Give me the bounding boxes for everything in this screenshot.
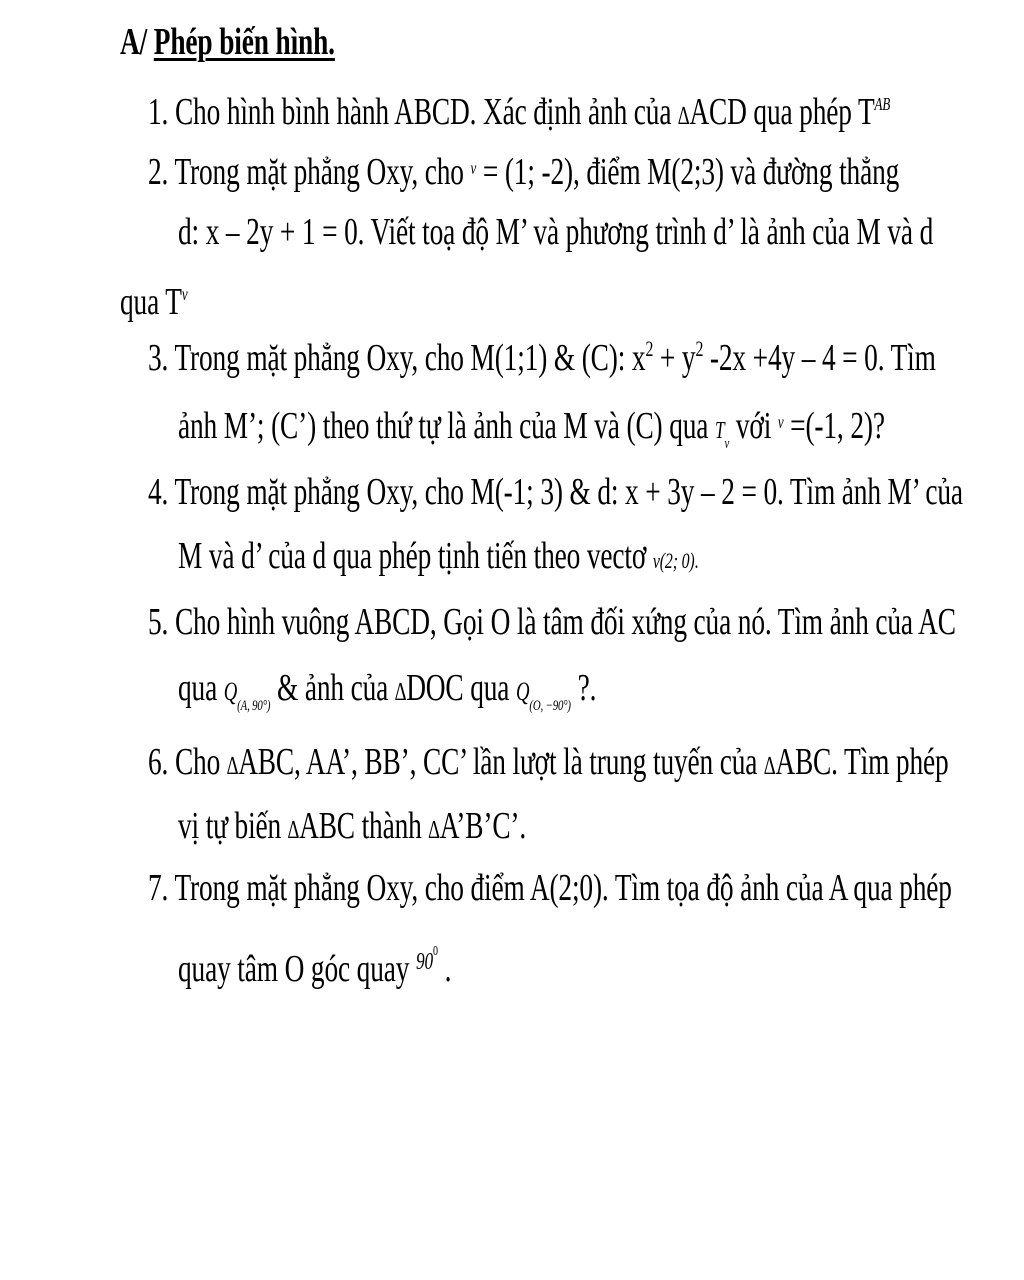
item-text: + y: [653, 337, 696, 379]
item-text: ABC. Tìm phép: [775, 741, 949, 783]
triangle-symbol: ∆: [394, 677, 407, 706]
vector-v: v: [470, 158, 477, 178]
vector-v: v: [724, 436, 730, 452]
item-text: Trong mặt phẳng Oxy, cho: [174, 151, 464, 193]
rotation-subscript: (A, 90°): [237, 698, 271, 714]
item-number: 7.: [148, 867, 169, 909]
item-text: Cho: [174, 741, 221, 783]
heading-prefix: A/: [120, 21, 148, 63]
item-text: ABC, AA’, BB’, CC’ lần lượt là trung tuyến của: [238, 741, 758, 783]
item-text: A’B’C’.: [439, 805, 527, 847]
period: .: [694, 548, 699, 573]
exponent: 2: [645, 336, 654, 361]
item-text: M và d’ của d qua phép tịnh tiến theo vectơ: [178, 535, 647, 577]
item-text: qua: [178, 667, 218, 709]
item-text: -2x +4y – 4 = 0. Tìm: [703, 337, 936, 379]
item-text: Cho hình bình hành ABCD. Xác định ảnh của: [174, 91, 672, 133]
item-number: 4.: [148, 471, 169, 513]
item-3-line-1: [148, 336, 936, 380]
heading-title: Phép biến hình.: [153, 21, 335, 63]
item-text: Trong mặt phẳng Oxy, cho điểm A(2;0). Tìm tọa độ ảnh của A qua phép: [174, 867, 952, 909]
item-1: [148, 82, 890, 138]
item-text: ABC thành: [299, 805, 422, 847]
item-5-line-2: [178, 666, 596, 728]
item-text: Cho hình vuông ABCD, Gọi O là tâm đối xứng của nó. Tìm ảnh của AC: [174, 601, 956, 643]
triangle-symbol: ∆: [287, 815, 300, 844]
item-2-line-3: [120, 272, 187, 324]
vector-v: v: [777, 412, 784, 432]
translation-symbol: T: [714, 418, 725, 444]
item-3-line-2: [178, 400, 885, 466]
triangle-symbol: ∆: [428, 815, 440, 844]
item-text: d: x – 2y + 1 = 0. Viết toạ độ M’ và phương trình d’ là ảnh của M và d: [178, 211, 934, 253]
item-5-line-1: [148, 600, 956, 644]
item-number: 1.: [148, 91, 169, 133]
item-6-line-2: [178, 804, 526, 852]
item-4-line-1: [148, 470, 963, 514]
item-text: & ảnh của: [277, 667, 389, 709]
item-text: .: [444, 948, 452, 990]
triangle-symbol: ∆: [764, 751, 776, 780]
item-text: DOC qua: [406, 667, 510, 709]
item-text: Trong mặt phẳng Oxy, cho M(-1; 3) & d: x + 3y – 2 = 0. Tìm ảnh M’ của: [174, 471, 963, 513]
item-text: = (1; -2), điểm M(2;3) và đường thẳng: [482, 151, 900, 193]
degree-mark: 0: [432, 944, 438, 959]
item-text: ảnh M’; (C’) theo thứ tự là ảnh của M và (C) qua: [178, 405, 709, 447]
item-number: 3.: [148, 337, 169, 379]
item-number: 2.: [148, 151, 169, 193]
item-text: vị tự biến: [178, 805, 282, 847]
exponent: 2: [695, 336, 704, 361]
angle-value: 90: [415, 949, 433, 975]
item-text: Trong mặt phẳng Oxy, cho M(1;1) & (C): x: [174, 337, 646, 379]
item-text: ?.: [577, 667, 597, 709]
item-4-line-2: [178, 534, 698, 583]
item-2-line-2: [178, 210, 933, 254]
item-2-line-1: [148, 146, 899, 194]
item-text: quay tâm O góc quay: [178, 948, 410, 990]
vector-ab: AB: [874, 94, 891, 114]
vector-label: v(2; 0): [652, 548, 695, 573]
rotation-symbol: Q: [516, 677, 530, 706]
item-6-line-1: [148, 740, 949, 788]
vector-v: v: [181, 284, 188, 304]
section-heading: [120, 20, 335, 64]
item-number: 6.: [148, 741, 169, 783]
item-number: 5.: [148, 601, 169, 643]
triangle-symbol: ∆: [678, 101, 690, 130]
item-7-line-1: [148, 866, 952, 910]
item-text: với: [735, 405, 772, 447]
rotation-subscript: (O, −90°): [529, 698, 571, 714]
rotation-symbol: Q: [223, 677, 238, 706]
item-text: ACD qua phép T: [689, 91, 875, 133]
item-7-line-2: [178, 930, 451, 991]
item-text: qua T: [120, 281, 182, 323]
triangle-symbol: ∆: [226, 751, 239, 780]
item-text: =(-1, 2)?: [790, 405, 885, 447]
